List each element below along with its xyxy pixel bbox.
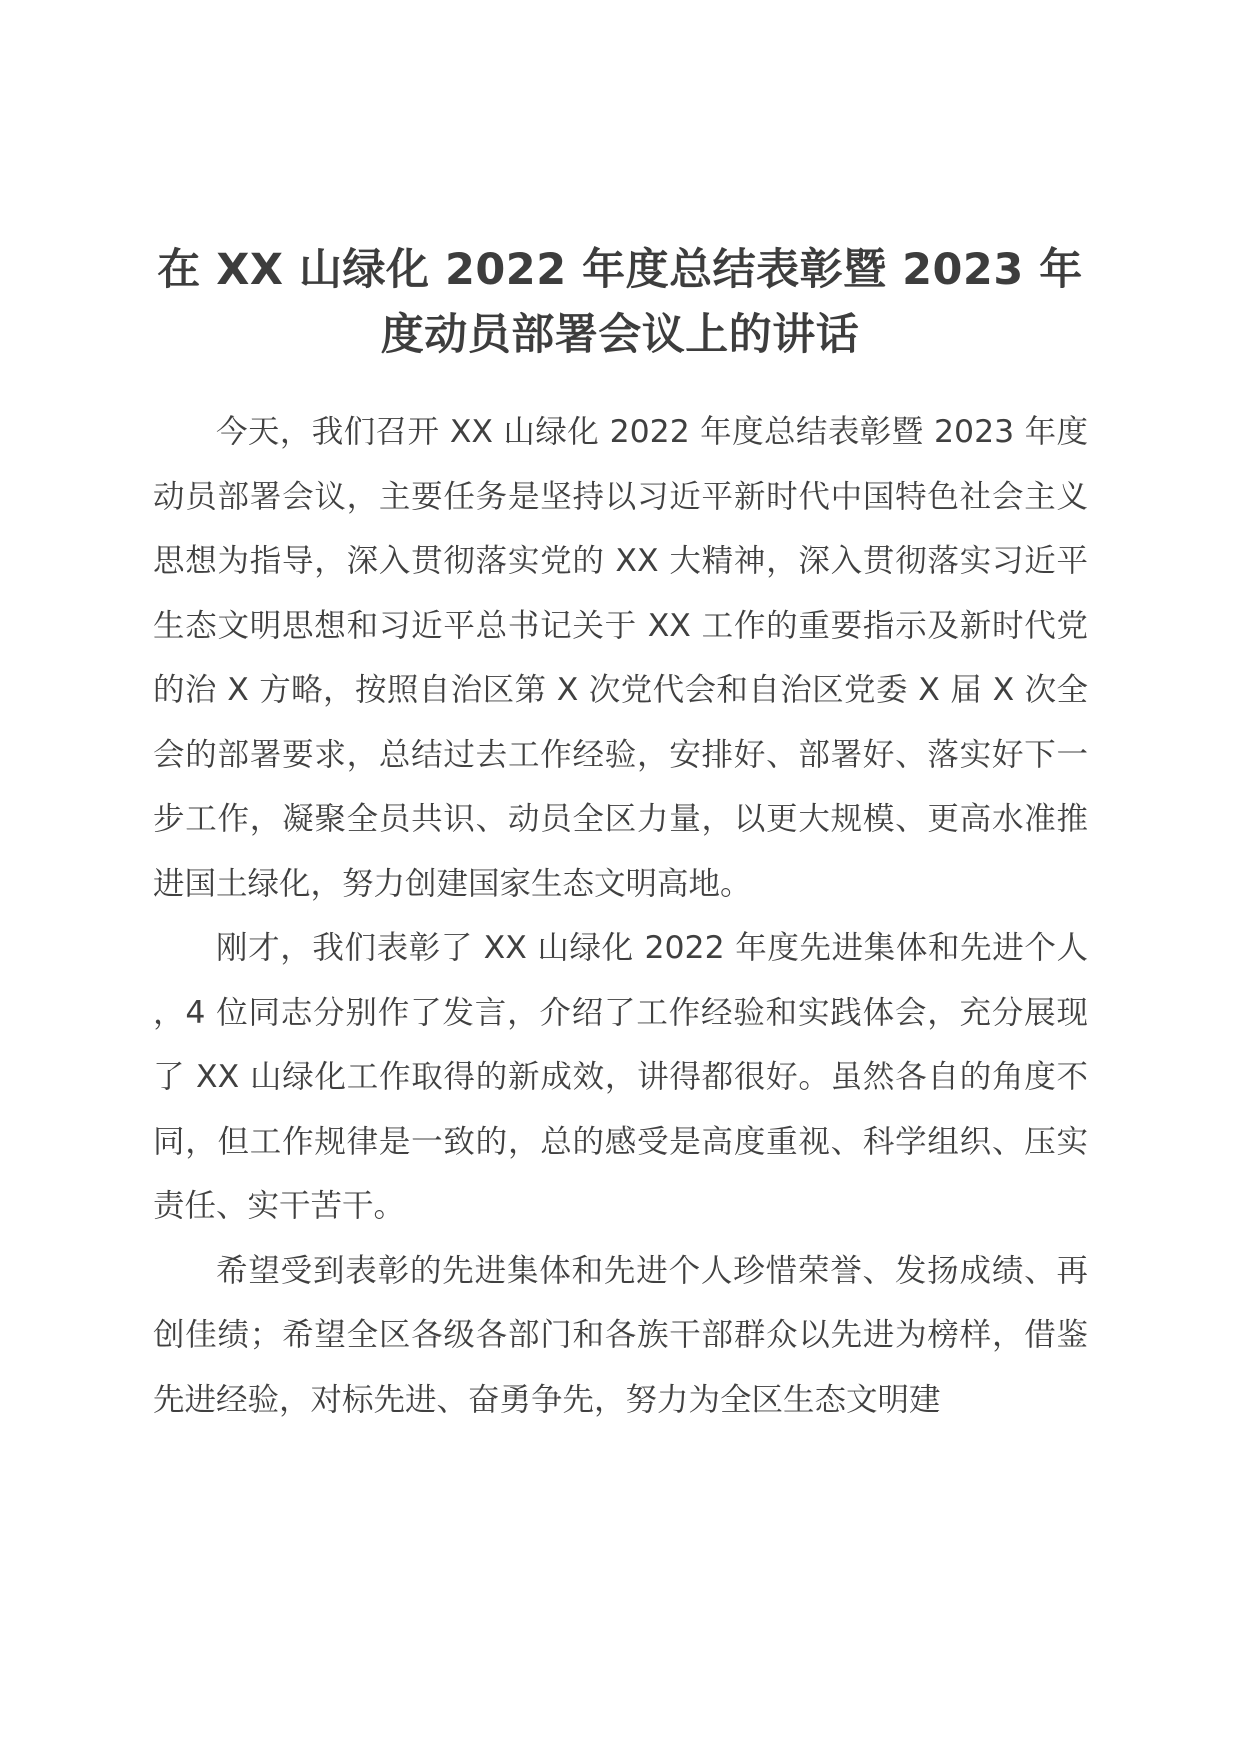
paragraph-1: 今天，我们召开 XX 山绿化 2022 年度总结表彰暨 2023 年度动员部署会议，主要任务是坚持以习近平新时代中国特色社会主义思想为指导，深入贯彻落实党的 XX 大精神，深入贯彻落实习近平生态文明思想和习近平总书记关于 XX 工作的重要指示及新时代党的治 X 方略，按照自治区第 X 次党代会和自治区党委 X 届 X 次全会的部署要求，总结过去工作经验，安排好、部署好、落实好下一步工作，凝聚全员共识、动员全区力量，以更大规模、更高水准推进国土绿化，努力创建国家生态文明高地。 <box>153 414 1088 902</box>
document-title: 在 XX 山绿化 2022 年度总结表彰暨 2023 年度动员部署会议上的讲话 <box>157 245 1083 360</box>
paragraph-3: 希望受到表彰的先进集体和先进个人珍惜荣誉、发扬成绩、再创佳绩；希望全区各级各部门和各族干部群众以先进为榜样，借鉴先进经验，对标先进、奋勇争先，努力为全区生态文明建 <box>153 1252 1088 1418</box>
paragraph-2: 刚才，我们表彰了 XX 山绿化 2022 年度先进集体和先进个人，4 位同志分别作了发言，介绍了工作经验和实践体会，充分展现了 XX 山绿化工作取得的新成效，讲得都很好。虽然各自的角度不同，但工作规律是一致的，总的感受是高度重视、科学组织、压实责任、实干苦干。 <box>153 930 1088 1224</box>
document-body <box>153 400 1088 1432</box>
